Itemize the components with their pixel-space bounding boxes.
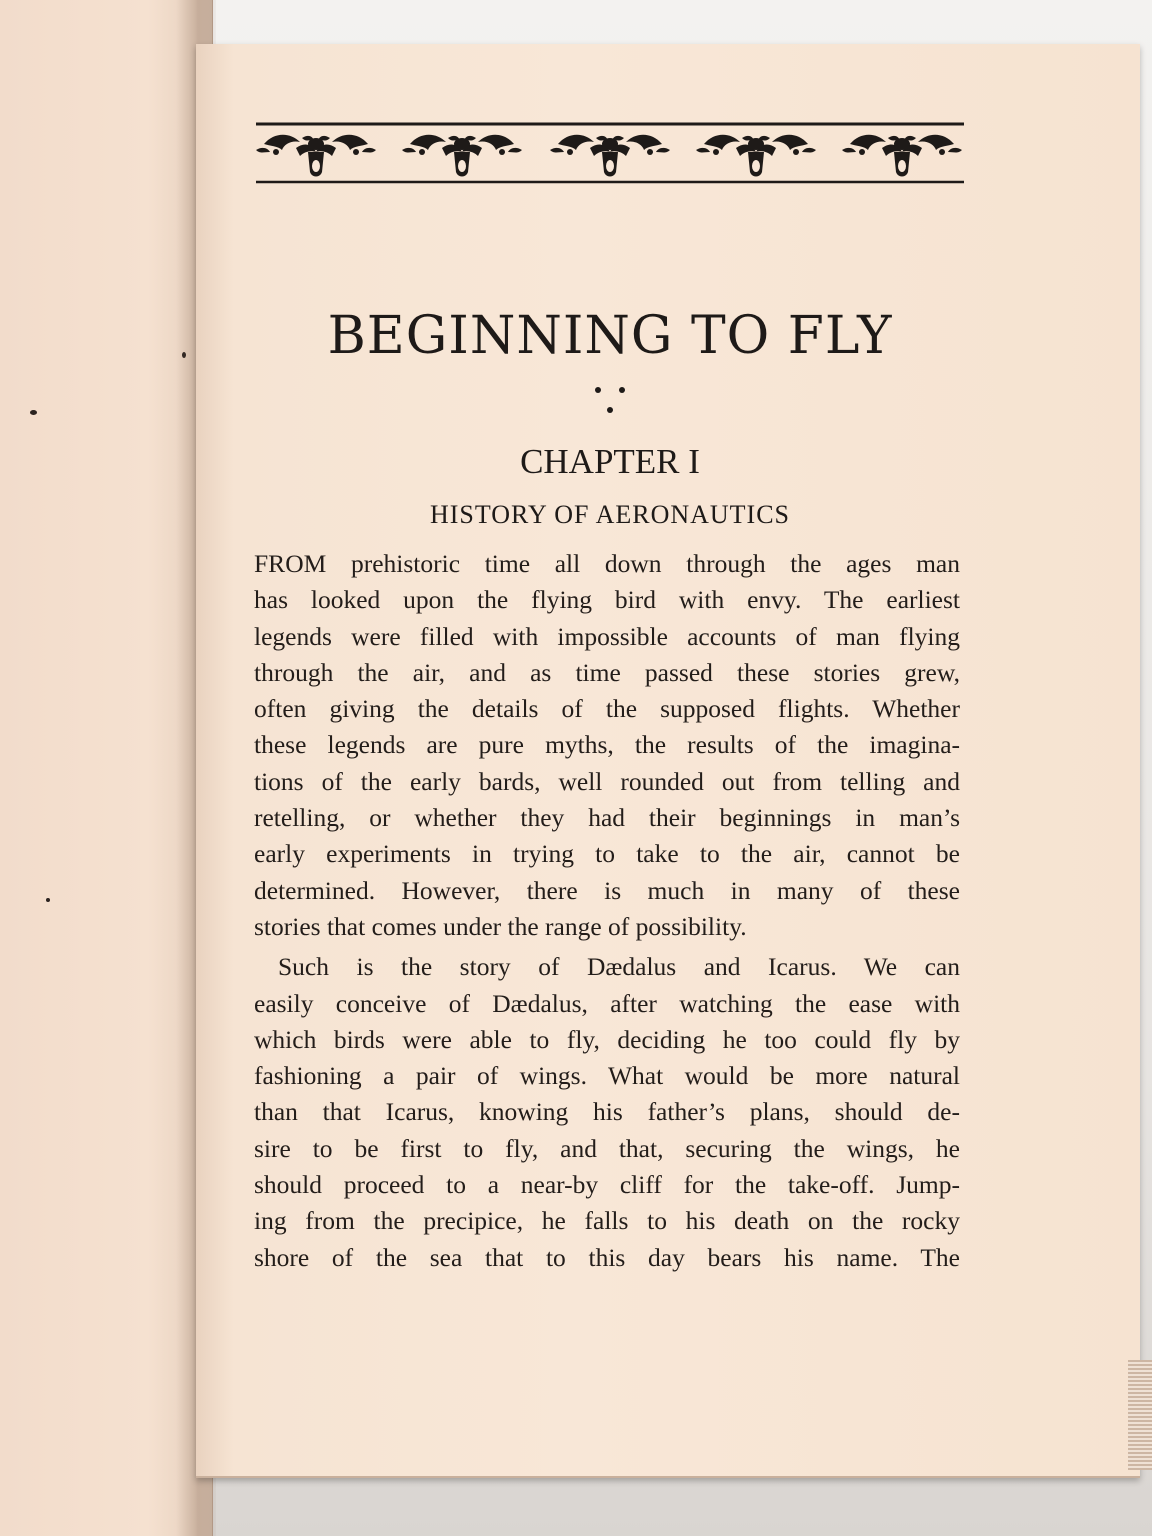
text-line: these legends are pure myths, the results of the imagina- [254,730,960,760]
text-line: legends were filled with impossible accounts of man flying [254,621,960,651]
page-edge [1128,1360,1152,1470]
ink-speck [30,410,37,415]
text-line: determined. However, there is much in many of these [254,875,960,905]
text-line: retelling, or whether they had their beginnings in man’s [254,803,960,833]
text-line: sire to be first to fly, and that, securing the wings, he [254,1133,960,1163]
text-line: early experiments in trying to take to the air, cannot be [254,839,960,869]
chapter-title: HISTORY OF AERONAUTICS [429,500,791,529]
ink-speck [46,898,50,902]
flourish-icon [842,135,962,177]
flourish-icon [696,135,816,177]
paragraph [254,546,960,945]
ornamental-header-border [256,122,964,198]
text-line: FROM prehistoric time all down through the ages man [254,549,960,578]
text-line: Such is the story of Dædalus and Icarus. We can [278,952,960,982]
text-line: should proceed to a near-by cliff for the take-off. Jump- [254,1170,960,1200]
text-line: shore of the sea that to this day bears his name. The [254,1242,960,1272]
body-text [254,546,960,1276]
text-line: which birds were able to fly, deciding he too could fly by [254,1024,960,1054]
dot-separator-icon [590,384,630,416]
text-line: has looked upon the flying bird with envy. The earliest [254,585,960,615]
text-line: fashioning a pair of wings. What would be more natural [254,1061,960,1091]
text-line: through the air, and as time passed these stories grew, [254,657,960,687]
text-line: ing from the precipice, he falls to his death on the rocky [254,1206,960,1236]
flourish-icon [402,135,522,177]
text-line: often giving the details of the supposed flights. Whether [254,694,960,724]
text-line: tions of the early bards, well rounded out from telling and [254,766,960,796]
paragraph [254,949,960,1276]
text-line: stories that comes under the range of possibility. [254,911,747,941]
flourish-icon [550,135,670,177]
flourish-icon [256,135,376,177]
text-line: easily conceive of Dædalus, after watching the ease with [254,988,960,1018]
chapter-label: CHAPTER I [520,442,700,481]
page-title: BEGINNING TO FLY [327,306,893,366]
text-line: than that Icarus, knowing his father’s plans, should de- [254,1097,960,1127]
lead-word: FROM [254,549,327,578]
